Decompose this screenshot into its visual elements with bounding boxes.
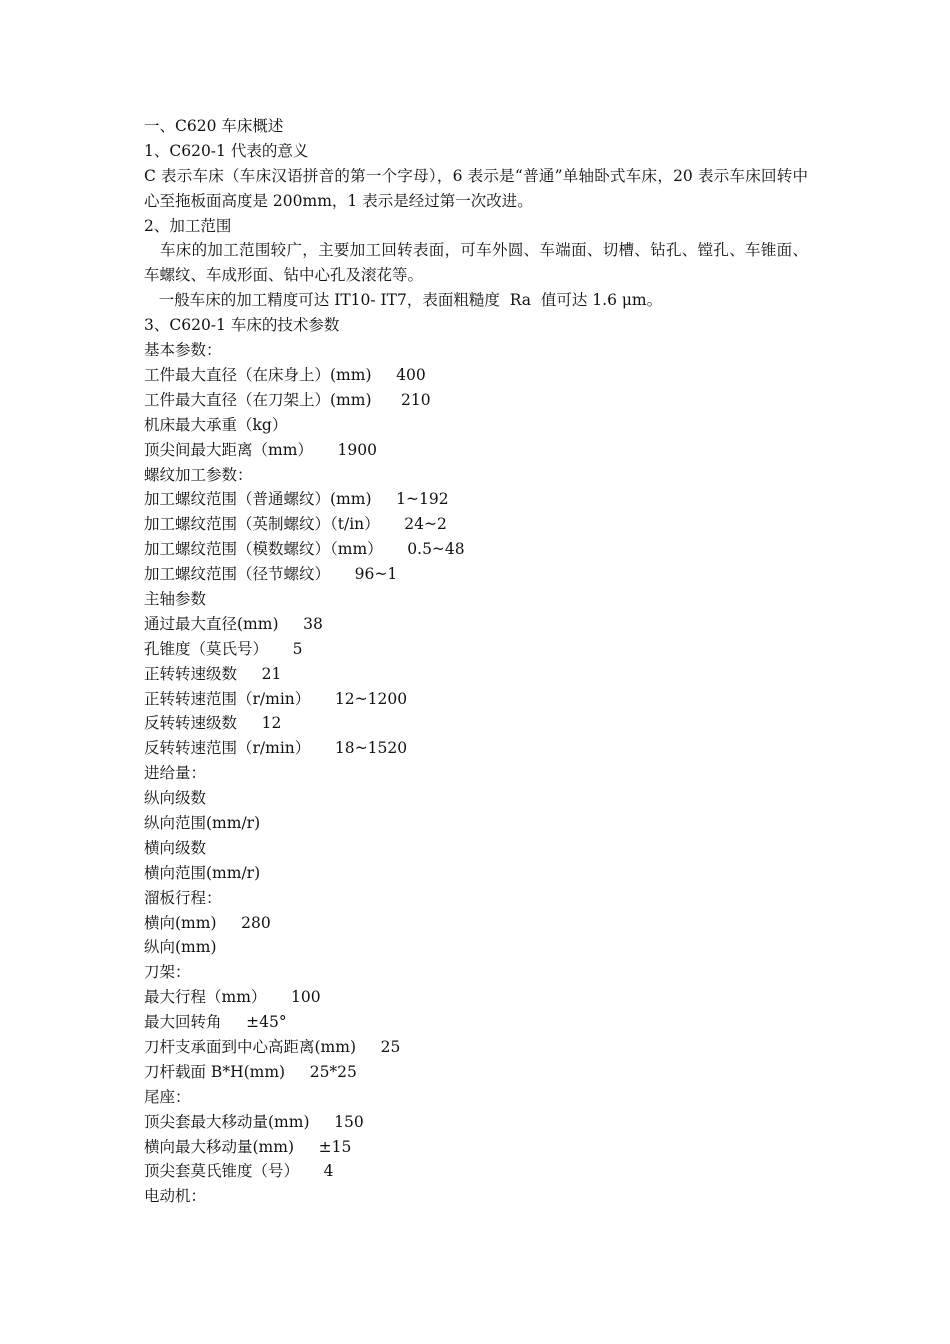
parameter-line: 横向级数 bbox=[144, 838, 207, 857]
subsection-heading: 2、加工范围 bbox=[144, 216, 232, 235]
subsection-heading: 3、C620-1 车床的技术参数 bbox=[144, 316, 340, 335]
parameter-line: 通过最大直径(mm) 38 bbox=[144, 614, 323, 633]
group-heading: 主轴参数 bbox=[144, 589, 207, 608]
parameter-line: 加工螺纹范围（英制螺纹）（t/in） 24~2 bbox=[144, 515, 447, 534]
parameter-line: 横向(mm) 280 bbox=[144, 913, 271, 932]
parameter-line: 工件最大直径（在刀架上）(mm) 210 bbox=[144, 390, 431, 409]
subsection-heading: 1、C620-1 代表的意义 bbox=[144, 141, 309, 160]
parameter-line: 最大行程（mm） 100 bbox=[144, 988, 321, 1007]
parameter-line: 加工螺纹范围（径节螺纹） 96~1 bbox=[144, 565, 398, 584]
parameter-line: 刀杆支承面到中心高距离(mm) 25 bbox=[144, 1037, 401, 1056]
parameter-line: 正转转速范围（r/min） 12~1200 bbox=[144, 689, 408, 708]
parameter-line: 加工螺纹范围（普通螺纹）(mm) 1~192 bbox=[144, 490, 449, 509]
parameter-line: 横向范围(mm/r) bbox=[144, 863, 261, 882]
paragraph-range: 车床的加工范围较广，主要加工回转表面，可车外圆、车端面、切槽、钻孔、镗孔、车锥面、车螺纹、车成形面、钻中心孔及滚花等。 bbox=[144, 241, 808, 285]
parameter-line: 最大回转角 ±45° bbox=[144, 1013, 287, 1032]
parameter-line: 加工螺纹范围（模数螺纹）（mm） 0.5~48 bbox=[144, 540, 465, 559]
parameter-line: 顶尖间最大距离（mm） 1900 bbox=[144, 440, 377, 459]
group-heading: 刀架： bbox=[144, 963, 191, 982]
parameter-line: 正转转速级数 21 bbox=[144, 664, 282, 683]
parameter-line: 纵向范围(mm/r) bbox=[144, 813, 261, 832]
group-heading: 尾座： bbox=[144, 1087, 191, 1106]
parameter-line: 反转转速级数 12 bbox=[144, 714, 282, 733]
document-body bbox=[144, 114, 808, 1209]
group-heading: 溜板行程： bbox=[144, 888, 222, 907]
group-heading: 基本参数： bbox=[144, 341, 222, 360]
parameter-line: 横向最大移动量(mm) ±15 bbox=[144, 1137, 352, 1156]
group-heading: 螺纹加工参数： bbox=[144, 465, 253, 484]
parameter-line: 纵向级数 bbox=[144, 789, 207, 808]
group-heading: 进给量： bbox=[144, 764, 207, 783]
parameter-line: 顶尖套最大移动量(mm) 150 bbox=[144, 1112, 364, 1131]
parameter-line: 机床最大承重（kg） bbox=[144, 415, 288, 434]
parameter-line: 顶尖套莫氏锥度（号） 4 bbox=[144, 1162, 334, 1181]
group-heading: 电动机： bbox=[144, 1187, 207, 1206]
parameter-line: 孔锥度（莫氏号） 5 bbox=[144, 639, 303, 658]
parameter-line: 纵向(mm) bbox=[144, 938, 217, 957]
parameter-line: 反转转速范围（r/min） 18~1520 bbox=[144, 739, 408, 758]
section-heading: 一、C620 车床概述 bbox=[144, 117, 284, 135]
paragraph-accuracy: 一般车床的加工精度可达 IT10- IT7，表面粗糙度 Ra 值可达 1.6 μm。 bbox=[144, 291, 663, 310]
paragraph-meaning: C 表示车床（车床汉语拼音的第一个字母），6 表示是“普通”单轴卧式车床，20 表示车床回转中心至拖板面高度是 200mm，1 表示是经过第一次改进。 bbox=[144, 166, 808, 210]
parameter-line: 工件最大直径（在床身上）(mm) 400 bbox=[144, 365, 426, 384]
parameter-line: 刀杆载面 B*H(mm) 25*25 bbox=[144, 1062, 357, 1081]
